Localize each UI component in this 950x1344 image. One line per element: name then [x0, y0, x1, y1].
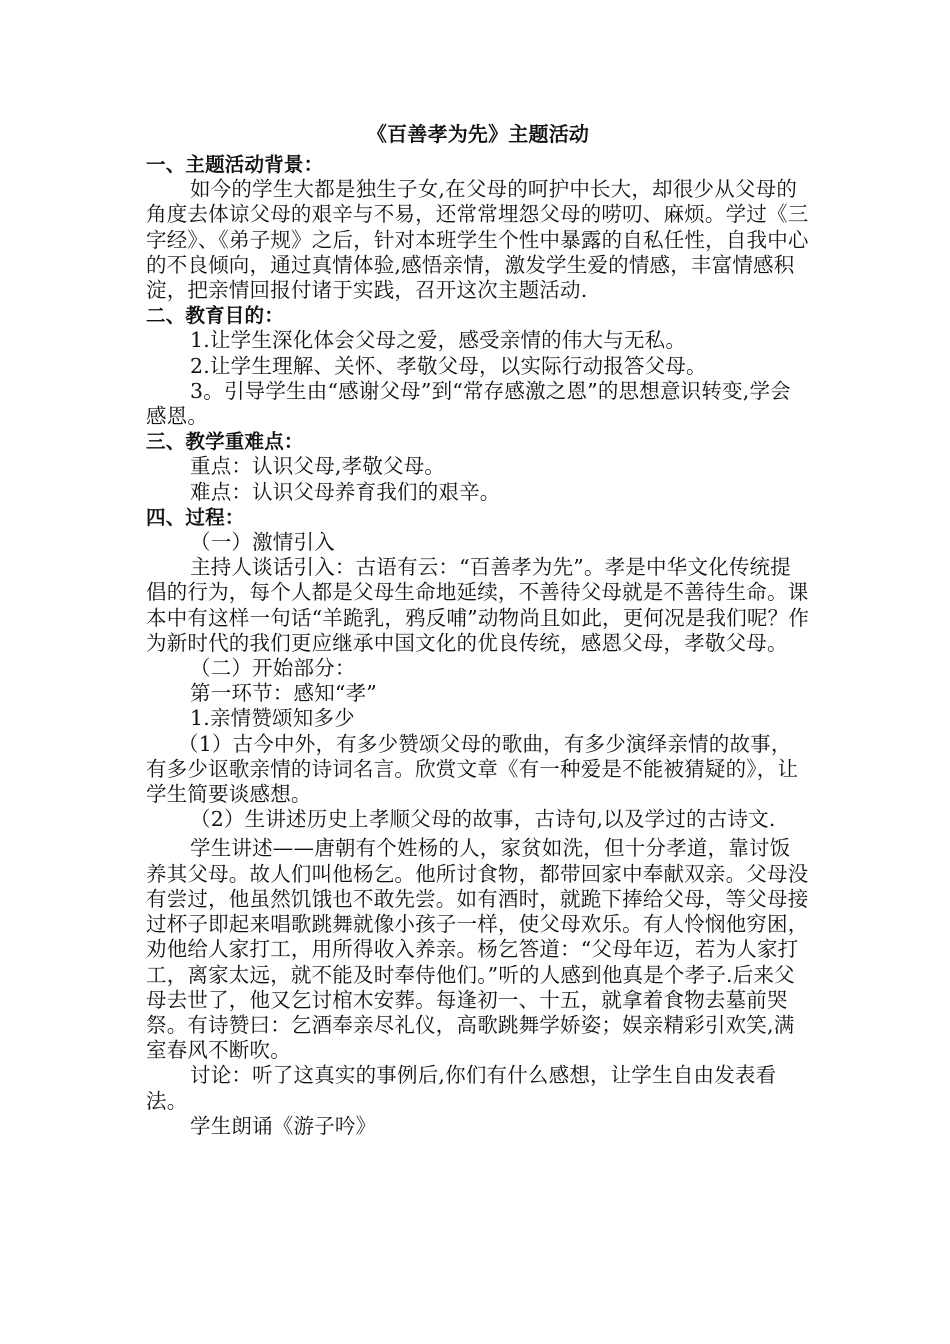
paragraph-background: 如今的学生大都是独生子女,在父母的呵护中长大，却很少从父母的角度去体谅父母的艰辛与不易，还常常埋怨父母的唠叨、麻烦。学过《三字经》、《弟子规》之后，针对本班学生个性中暴露的自私任性，自我中心的不良倾向，通过真情体验,感悟亲情，激发学生爱的情感，丰富情感积淀，把亲情回报付诸于实践，召开这次主题活动. [146, 177, 809, 303]
section-heading-background: 一、主题活动背景： [146, 153, 324, 176]
section-heading-key-points: 三、教学重难点： [146, 430, 304, 454]
paragraph-songs-stories: （1）古今中外，有多少赞颂父母的歌曲，有多少演绎亲情的故事，有多少讴歌亲情的诗词名言。欣赏文章《有一种爱是不能被猜疑的》，让学生简要谈感想。 [146, 731, 799, 807]
paragraph-yang-qi-story: 学生讲述——唐朝有个姓杨的人，家贫如洗，但十分孝道，靠讨饭养其父母。故人们叫他杨乞。他所讨食物，都带回家中奉献双亲。父母没有尝过，他虽然饥饿也不敢先尝。如有酒时，就跪下捧给父母，等父母接过杯子即起来唱歌跳舞就像小孩子一样，使父母欢乐。有人怜悯他穷困，劝他给人家打工，用所得收入养亲。杨乞答道：“父母年迈，若为人家打工，离家太远，就不能及时奉侍他们。”听的人感到他真是个孝子.后来父母去世了，他又乞讨棺木安葬。每逢初一、十五，就拿着食物去墓前哭祭。有诗赞曰：乞酒奉亲尽礼仪，高歌跳舞学娇姿；娱亲精彩引欢笑,满室春风不断吹。 [146, 836, 809, 1063]
goal-item-1: 1.让学生深化体会父母之爱，感受亲情的伟大与无私。 [190, 328, 687, 353]
paragraph-discussion: 讨论：听了这真实的事例后,你们有什么感想，让学生自由发表看法。 [146, 1063, 777, 1113]
section-heading-process: 四、过程： [146, 505, 245, 529]
process-subheading-start: （二）开始部分： [190, 656, 356, 681]
step-one-label: 第一环节：感知“孝” [190, 681, 377, 706]
process-subheading-intro: （一）激情引入 [190, 530, 335, 555]
goal-item-3: 3。引导学生由“感谢父母”到“常存感激之恩”的思想意识转变,学会感恩。 [146, 378, 791, 429]
goal-item-2: 2.让学生理解、关怀、孝敬父母，以实际行动报答父母。 [190, 353, 707, 378]
difficult-point: 难点：认识父母养育我们的艰辛。 [190, 479, 501, 504]
document-page [146, 118, 810, 1139]
document-title: 《百善孝为先》主题活动 [366, 122, 590, 146]
paragraph-recitation: 学生朗诵《游子吟》 [190, 1113, 377, 1138]
paragraph-host-intro: 主持人谈话引入：古语有云：“百善孝为先”。孝是中华文化传统提倡的行为，每个人都是父母生命地延续，不善待父母就是不善待生命。课本中有这样一句话“羊跪乳，鸦反哺”动物尚且如此，更何况是我们呢？作为新时代的我们更应继承中国文化的优良传统，感恩父母，孝敬父母。 [146, 555, 810, 655]
paragraph-story-telling: （2）生讲述历史上孝顺父母的故事，古诗句,以及学过的古诗文. [190, 807, 776, 832]
key-point: 重点：认识父母,孝敬父母。 [190, 454, 446, 479]
section-heading-goals: 二、教育目的： [146, 304, 284, 328]
step-one-item: 1.亲情赞颂知多少 [190, 706, 355, 731]
